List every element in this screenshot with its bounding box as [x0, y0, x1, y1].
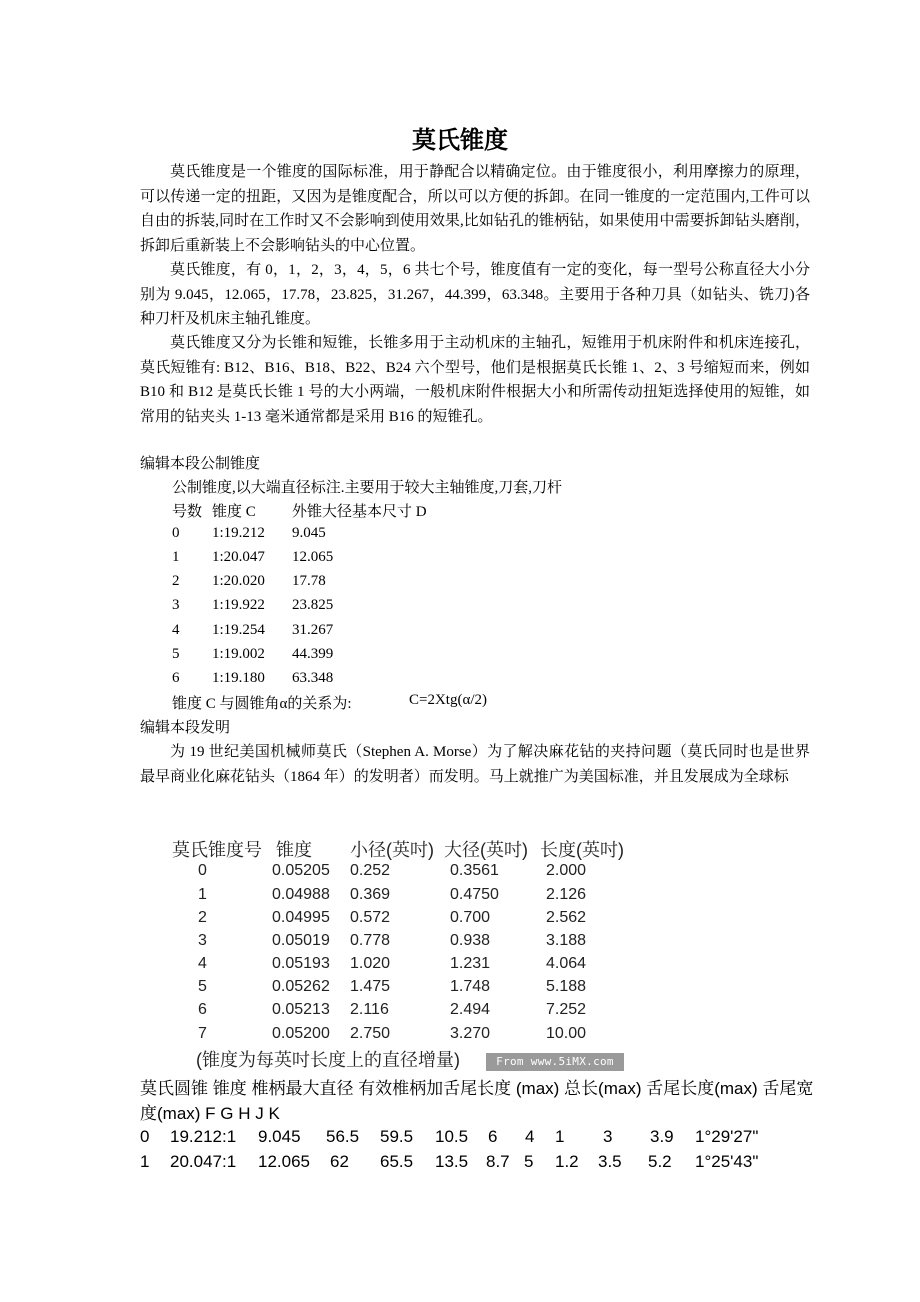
cell-taper: 1:19.922 — [212, 597, 265, 613]
cell: 9.045 — [258, 1127, 301, 1146]
inch-cell: 0.05193 — [272, 955, 330, 972]
cell: 19.212:1 — [170, 1127, 237, 1146]
cell-diameter: 23.825 — [292, 597, 334, 613]
metric-header-number: 号数 — [172, 504, 203, 520]
cell: 1 — [140, 1152, 150, 1171]
cell-taper: 1:19.254 — [212, 622, 265, 638]
inch-cell: 3.188 — [546, 932, 587, 949]
inch-cell: 2.000 — [546, 862, 587, 879]
inch-table-note: (锥度为每英吋长度上的直径增量) — [196, 1050, 460, 1070]
cell: 8.7 — [486, 1152, 510, 1171]
cell: 5.2 — [648, 1152, 672, 1171]
cell-diameter: 9.045 — [292, 525, 326, 541]
cell-taper: 1:19.002 — [212, 646, 265, 662]
inch-cell: 0 — [198, 862, 207, 879]
inch-cell: 0.05262 — [272, 978, 330, 995]
cell-diameter: 12.065 — [292, 549, 334, 565]
inch-cell: 0.700 — [450, 909, 491, 926]
inch-cell: 7.252 — [546, 1001, 587, 1018]
cell: 5 — [524, 1152, 534, 1171]
inch-cell: 0.05213 — [272, 1001, 330, 1018]
page-title: 莫氏锥度 — [412, 126, 508, 154]
inch-cell: 4.064 — [546, 955, 587, 972]
inch-cell: 0.04995 — [272, 909, 330, 926]
cell: 1 — [555, 1127, 565, 1146]
cell-taper: 1:19.212 — [212, 525, 265, 541]
inch-cell: 0.938 — [450, 932, 491, 949]
cell: 13.5 — [435, 1152, 469, 1171]
paragraph-intro: 莫氏锥度是一个锥度的国际标准，用于静配合以精确定位。由于锥度很小，利用摩擦力的原理，可以传递一定的扭距，又因为是锥度配合，所以可以方便的拆卸。在同一锥度的一定范围内,工件可以自由的拆装,同时在工作时又不会影响到使用效果,比如钻孔的锥柄钻，如果使用中需要拆卸钻头磨削，拆卸后重新装上不会影响钻头的中心位置。 — [140, 164, 810, 254]
inch-cell: 1.748 — [450, 978, 491, 995]
watermark: From www.5iMX.com — [486, 1053, 624, 1071]
section-heading-metric[interactable]: 编辑本段公制锥度 — [140, 456, 261, 472]
cell-number: 4 — [172, 622, 180, 638]
inch-header-large-dia: 大径(英吋) — [444, 840, 528, 860]
inch-cell: 2.116 — [350, 1001, 389, 1018]
inch-header-small-dia: 小径(英吋) — [350, 840, 434, 860]
inch-cell: 1.231 — [450, 955, 491, 972]
cell-diameter: 17.78 — [292, 573, 326, 589]
cell-number: 2 — [172, 573, 180, 589]
cell: 65.5 — [380, 1152, 414, 1171]
metric-header-taper: 锥度 C — [212, 504, 256, 520]
inch-table-image — [172, 836, 632, 1076]
paragraph-short-taper: 莫氏锥度又分为长锥和短锥，长锥多用于主动机床的主轴孔，短锥用于机床附件和机床连接孔，莫氏短锥有: B12、B16、B18、B22、B24 六个型号，他们是根据莫氏长锥 1、2、3 号缩短而来，例如 B10 和 B12 是莫氏长锥 1 号的大小两端，一般机床附件根据大小和所需传动扭矩选择使用的短锥，如常用的钻夹头 1-13 毫米通常都是采用 B16 的短锥孔。 — [140, 335, 810, 425]
inch-cell: 0.05205 — [272, 862, 330, 879]
cell: 3.9 — [650, 1127, 674, 1146]
paragraph-sizes: 莫氏锥度，有 0，1，2，3，4，5，6 共七个号，锥度值有一定的变化，每一型号公称直径大小分别为 9.045，12.065，17.78，23.825，31.267，44.399，63.348。主要用于各种刀具（如钻头、铣刀)各种刀杆及机床主轴孔锥度。 — [140, 262, 810, 327]
cell: 3 — [603, 1127, 613, 1146]
cell-number: 5 — [172, 646, 180, 662]
cell-number: 6 — [172, 670, 180, 686]
inch-cell: 1.020 — [350, 955, 391, 972]
cell-taper: 1:20.020 — [212, 573, 265, 589]
inch-cell: 2.562 — [546, 909, 587, 926]
taper-relation — [172, 692, 487, 713]
inch-cell: 0.3561 — [450, 862, 499, 879]
relation-label: 锥度 C 与圆锥角α的关系为: — [172, 696, 352, 712]
inch-cell: 0.369 — [350, 886, 391, 903]
cell: 1.2 — [555, 1152, 579, 1171]
cell: 20.047:1 — [170, 1152, 237, 1171]
cell: 12.065 — [258, 1152, 310, 1171]
cell-taper: 1:20.047 — [212, 549, 265, 565]
inch-cell: 0.572 — [350, 909, 391, 926]
cell: 10.5 — [435, 1127, 469, 1146]
inch-cell: 2 — [198, 909, 207, 926]
inch-cell: 0.4750 — [450, 886, 499, 903]
metric-header-diameter: 外锥大径基本尺寸 D — [292, 504, 427, 520]
cell: 6 — [488, 1127, 498, 1146]
metric-intro: 公制锥度,以大端直径标注.主要用于较大主轴锥度,刀套,刀杆 — [172, 480, 563, 496]
inch-cell: 7 — [198, 1025, 207, 1042]
inch-cell: 6 — [198, 1001, 207, 1018]
inch-cell: 2.750 — [350, 1025, 391, 1042]
cell-diameter: 44.399 — [292, 646, 334, 662]
inch-cell: 0.04988 — [272, 886, 330, 903]
cell-number: 0 — [172, 525, 180, 541]
cell: 59.5 — [380, 1127, 414, 1146]
cell: 1°29'27" — [695, 1127, 759, 1146]
paragraph-invention: 为 19 世纪美国机械师莫氏（Stephen A. Morse）为了解决麻花钻的夹持问题（莫氏同时也是世界最早商业化麻花钻头（1864 年）的发明者）而发明。马上就推广为美国标准，并且发展成为全球标 — [140, 744, 810, 785]
inch-cell: 0.05200 — [272, 1025, 330, 1042]
inch-cell: 2.126 — [546, 886, 587, 903]
cell: 56.5 — [326, 1127, 360, 1146]
section-heading-invention[interactable]: 编辑本段发明 — [140, 720, 231, 736]
cell: 3.5 — [598, 1152, 622, 1171]
cell: 4 — [525, 1127, 535, 1146]
inch-cell: 10.00 — [546, 1025, 587, 1042]
cell-number: 1 — [172, 549, 180, 565]
cell-taper: 1:19.180 — [212, 670, 265, 686]
relation-formula: C=2Xtg(α/2) — [409, 692, 487, 708]
cell-diameter: 31.267 — [292, 622, 334, 638]
inch-cell: 1 — [198, 886, 207, 903]
inch-cell: 4 — [198, 955, 207, 972]
inch-cell: 0.05019 — [272, 932, 330, 949]
inch-header-taper: 锥度 — [276, 840, 312, 860]
morse-table-header: 莫氏圆锥 锥度 椎柄最大直径 有效椎柄加舌尾长度 (max) 总长(max) 舌尾长度(max) 舌尾宽度(max) F G H J K — [140, 1079, 814, 1123]
inch-header-number: 莫氏锥度号 — [172, 840, 262, 860]
inch-cell: 3 — [198, 932, 207, 949]
inch-cell: 5.188 — [546, 978, 587, 995]
cell-number: 3 — [172, 597, 180, 613]
inch-header-length: 长度(英吋) — [540, 840, 624, 860]
inch-cell: 5 — [198, 978, 207, 995]
inch-cell: 2.494 — [450, 1001, 491, 1018]
cell-diameter: 63.348 — [292, 670, 334, 686]
inch-cell: 0.778 — [350, 932, 391, 949]
inch-cell: 0.252 — [350, 862, 391, 879]
inch-cell: 1.475 — [350, 978, 391, 995]
inch-cell: 3.270 — [450, 1025, 491, 1042]
cell: 62 — [330, 1152, 349, 1171]
cell: 1°25'43" — [695, 1152, 759, 1171]
cell: 0 — [140, 1127, 150, 1146]
